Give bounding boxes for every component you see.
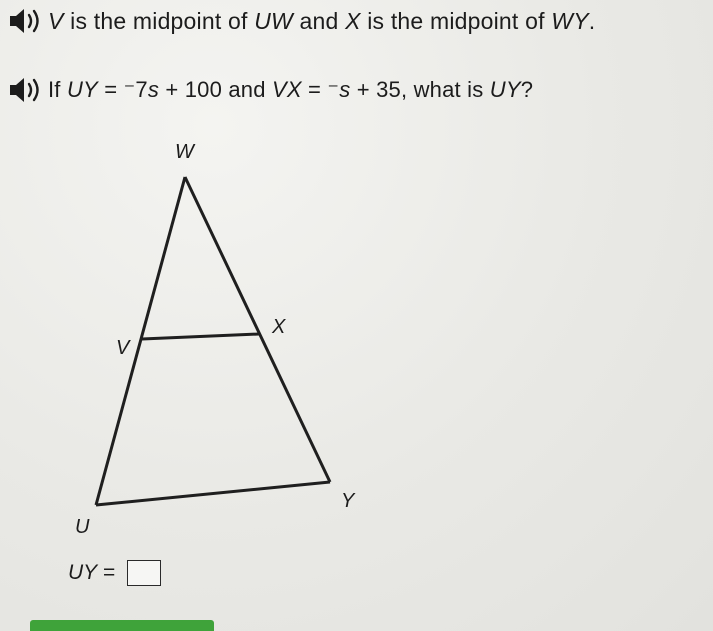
text-segment: + 100 and	[159, 77, 272, 102]
var-uy: UY	[489, 77, 521, 102]
var-uy: UY	[68, 561, 98, 584]
label-x: X	[272, 316, 286, 338]
var-vx: VX	[271, 77, 302, 102]
side-uy	[96, 482, 330, 505]
equals-sign: =	[97, 561, 116, 584]
text-segment: If	[48, 77, 67, 102]
text-segment: = ⁻	[301, 77, 340, 102]
var-v: V	[48, 7, 64, 34]
var-uy: UY	[66, 77, 98, 102]
var-uw: UW	[254, 7, 293, 34]
text-segment: + 35, what is	[350, 77, 490, 102]
progress-bar	[30, 620, 214, 631]
answer-label	[68, 561, 115, 585]
label-v: V	[116, 337, 130, 359]
label-y: Y	[341, 490, 355, 512]
answer-input[interactable]	[127, 560, 161, 586]
text-segment: ?	[520, 77, 534, 102]
var-s: s	[147, 77, 160, 102]
text-segment: is the midpoint of	[360, 7, 552, 34]
text-segment: is the midpoint of	[63, 7, 255, 34]
text-segment: = ⁻7	[97, 77, 148, 102]
text-segment: .	[588, 7, 596, 34]
var-s: s	[339, 77, 351, 102]
label-w: W	[175, 141, 194, 163]
answer-row	[68, 560, 161, 586]
var-wy: WY	[551, 7, 589, 34]
side-wy	[185, 177, 330, 482]
side-uw	[96, 177, 185, 505]
text-segment: and	[292, 7, 346, 34]
segment-vx	[142, 334, 259, 339]
var-x: X	[345, 7, 361, 34]
label-u: U	[75, 516, 90, 538]
